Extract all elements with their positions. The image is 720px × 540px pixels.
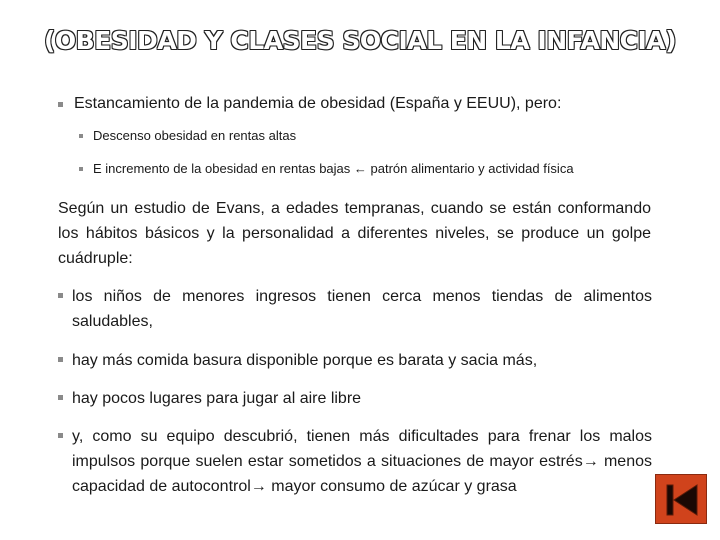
body-paragraph: Según un estudio de Evans, a edades tempranas, cuando se están conformando los hábitos básicos y la personalidad a diferentes niveles, se produce un golpe cuádruple: (58, 200, 651, 267)
bullet-marker (58, 395, 63, 400)
list-item-text: hay pocos lugares para jugar al aire libre (72, 390, 362, 407)
bullet-marker (79, 134, 83, 138)
bullet-marker (58, 357, 63, 362)
list-item (58, 424, 652, 499)
list-item-text: los niños de menores ingresos tienen cerca menos tiendas de alimentos saludables, (72, 288, 652, 330)
list-item (58, 386, 652, 411)
sub-bullet-text: Descenso obesidad en rentas altas (93, 128, 297, 143)
list-item (58, 284, 652, 334)
bullet-marker (79, 167, 83, 171)
sub-bullet (79, 161, 574, 176)
sub-bullet (79, 128, 296, 143)
bullet-marker (58, 293, 63, 298)
bullet-marker (58, 433, 63, 438)
sub-bullet-text: E incremento de la obesidad en rentas bajas ← patrón alimentario y actividad física (93, 161, 574, 176)
list-item (58, 348, 652, 373)
list-item-text: hay más comida basura disponible porque es barata y sacia más, (72, 352, 538, 369)
bullet-marker (58, 102, 63, 107)
first-slide-icon (662, 481, 702, 519)
list-item-text: y, como su equipo descubrió, tienen más dificultades para frenar los malos impulsos porque suelen estar sometidos a situaciones de mayor estrés→ menos capacidad de autocontrol→ mayor consumo de azúcar y grasa (72, 428, 652, 495)
intro-bullet-text: Estancamiento de la pandemia de obesidad (España y EEUU), pero: (74, 95, 562, 112)
slide-title: (OBESIDAD Y CLASES SOCIAL EN LA INFANCIA) (43, 26, 677, 55)
first-slide-button[interactable] (655, 474, 707, 524)
intro-bullet (58, 95, 561, 113)
